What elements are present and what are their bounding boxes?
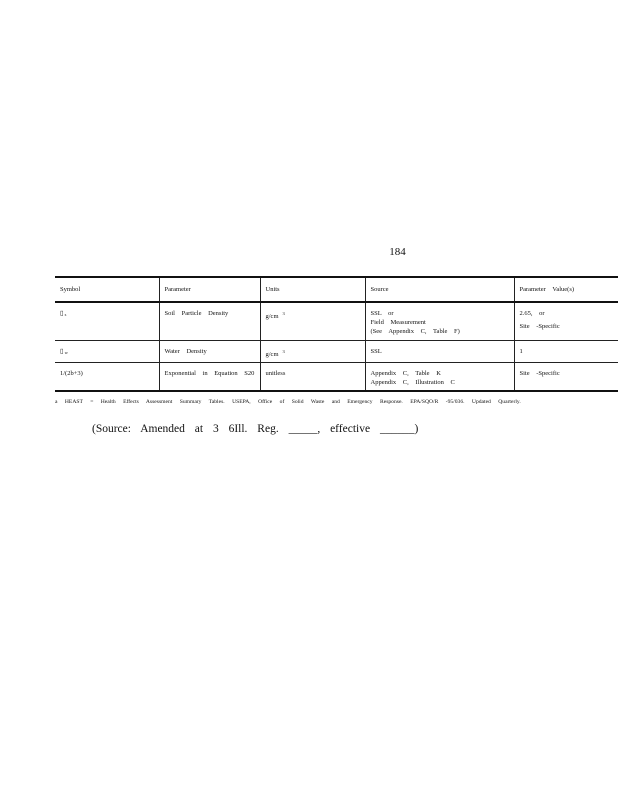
header-source: Source <box>365 277 514 302</box>
cell-symbol: $▯_w$ <box>60 347 68 355</box>
cell-source: SSL <box>365 340 514 362</box>
cell-value: 2.65, or Site -Specific <box>514 302 618 340</box>
cell-units: g/cm $^3$ <box>260 340 365 362</box>
units-superscript: 3 <box>282 311 285 316</box>
cell-symbol: $▯_s$ <box>60 310 67 317</box>
header-symbol: Symbol <box>60 286 81 293</box>
cell-source: SSL or Field Measurement (See Appendix C, Table F) <box>365 302 514 340</box>
cell-parameter: Exponential in Equation S20 <box>159 362 260 391</box>
header-units: Units <box>260 277 365 302</box>
cell-value: Site -Specific <box>514 362 618 391</box>
table-row <box>55 340 618 362</box>
cell-value: 1 <box>514 340 618 362</box>
table-row <box>55 362 618 391</box>
source-note: (Source: Amended at 3 6Ill. Reg. _____, effective ______) <box>92 423 419 435</box>
units-superscript: 3 <box>282 348 285 354</box>
table-header-row <box>55 277 618 302</box>
table-row <box>55 302 618 340</box>
header-parameter: Parameter <box>159 277 260 302</box>
header-value: Parameter Value(s) <box>514 277 618 302</box>
cell-parameter: Soil Particle Density <box>159 302 260 340</box>
cell-symbol: 1/(2b+3) <box>60 369 83 377</box>
footnote: a HEAST = Health Effects Assessment Summary Tables. USEPA, Office of Solid Waste and Emergency Response. EPA/SQO/R -95/036. Updated Quarterly. <box>55 399 521 405</box>
symbol-subscript: w <box>64 349 68 355</box>
cell-units: unitless <box>260 362 365 391</box>
parameter-table <box>55 276 618 392</box>
cell-source: Appendix C, Table K Appendix C, Illustration C <box>365 362 514 391</box>
symbol-subscript: s <box>64 312 67 317</box>
page-number: 184 <box>389 246 406 258</box>
cell-units: g/cm $^3$ <box>260 302 365 340</box>
cell-parameter: Water Density <box>159 340 260 362</box>
